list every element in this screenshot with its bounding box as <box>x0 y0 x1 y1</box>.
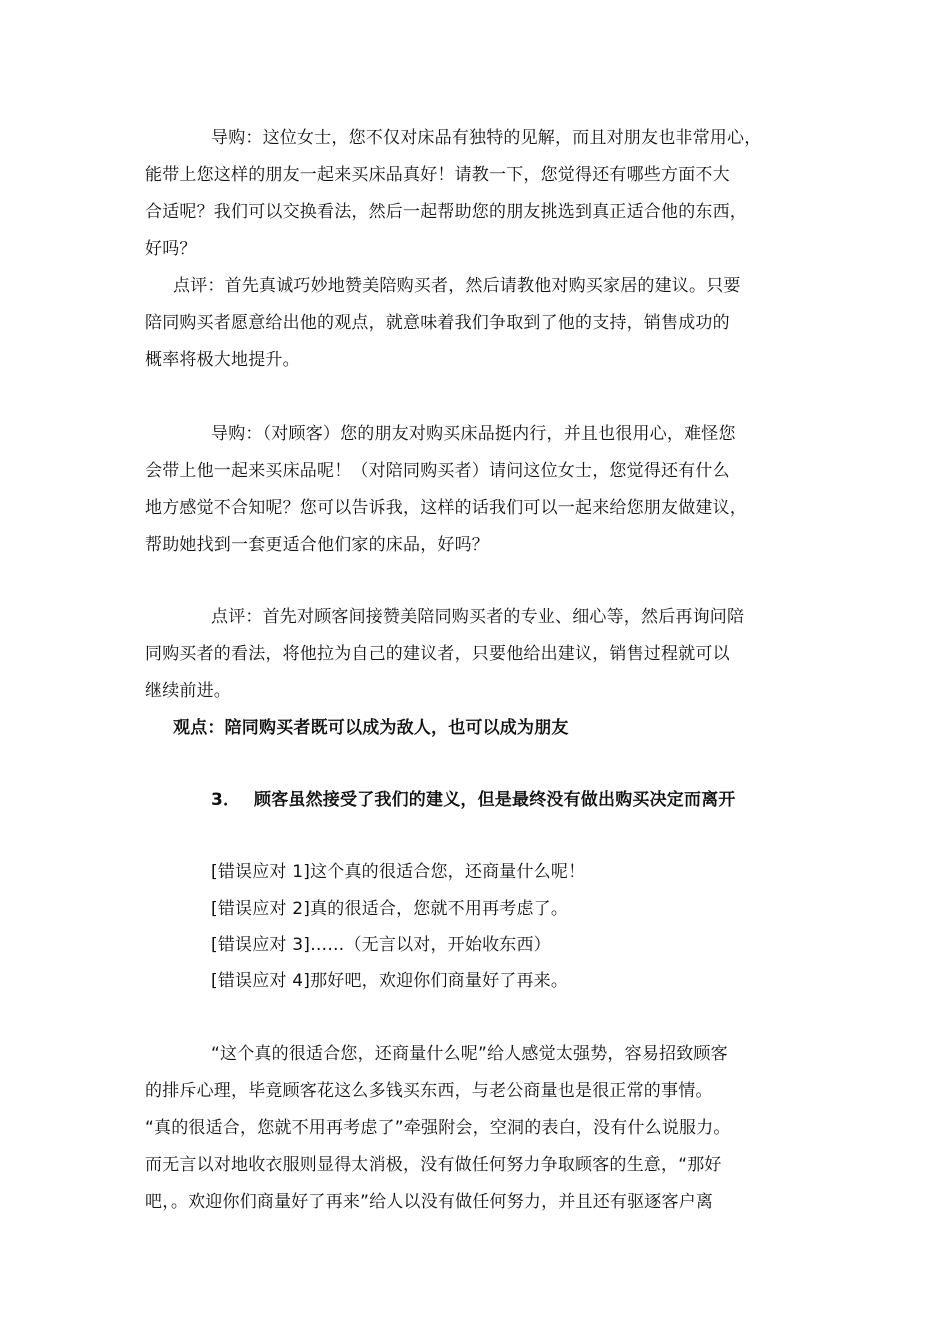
text-line: “真的很适合，您就不用再考虑了”牵强附会，空洞的表白，没有什么说服力。 <box>145 1118 731 1138</box>
text-line: 陪同购买者愿意给出他的观点，就意味着我们争取到了他的支持，销售成功的 <box>145 313 730 333</box>
text-line: “这个真的很适合您，还商量什么呢”给人感觉太强势，容易招致顾客 <box>211 1044 728 1064</box>
text-line: 合适呢？我们可以交换看法，然后一起帮助您的朋友挑选到真正适合他的东西， <box>145 202 747 222</box>
text-line: 导购：这位女士，您不仅对床品有独特的见解，而且对朋友也非常用心， <box>211 128 762 148</box>
section-title: 顾客虽然接受了我们的建义，但是最终没有做出购买决定而离开 <box>254 790 736 810</box>
text-line: 继续前进。 <box>145 681 231 701</box>
text-line: 导购：（对顾客）您的朋友对购买床品挺内行，并且也很用心，难怪您 <box>211 424 736 444</box>
text-line: 吧，。欢迎你们商量好了再来”给人以没有做任何努力，并且还有驱逐客户离 <box>145 1192 714 1212</box>
text-line: 能带上您这样的朋友一起来买床品真好！请教一下，您觉得还有哪些方面不大 <box>145 165 730 185</box>
text-line: 同购买者的看法，将他拉为自己的建议者，只要他给出建议，销售过程就可以 <box>145 644 730 664</box>
text-line: 会带上他一起来买床品呢！（对陪同购买者）请问这位女士，您觉得还有什么 <box>145 461 730 481</box>
list-item: [错误应对 4]那好吧，欢迎你们商量好了再来。 <box>211 971 569 991</box>
text-line: 概率将极大地提升。 <box>145 350 300 370</box>
text-line: 的排斥心理，毕竟顾客花这么多钱买东西，与老公商量也是很正常的事情。 <box>145 1081 713 1101</box>
text-line: 而无言以对地收衣服则显得太消极，没有做任何努力争取顾客的生意，“那好 <box>145 1155 722 1175</box>
text-line: 地方感觉不合知呢？您可以告诉我，这样的话我们可以一起来给您朋友做建议， <box>145 498 747 518</box>
text-line: 好吗？ <box>145 239 197 259</box>
section-number: 3． <box>211 790 241 810</box>
text-line: 点评：首先对顾客间接赞美陪同购买者的专业、细心等，然后再询问陪 <box>211 607 745 627</box>
viewpoint-statement: 观点：陪同购买者既可以成为敌人，也可以成为朋友 <box>173 718 569 738</box>
list-item: [错误应对 3]……（无言以对，开始收东西） <box>211 935 551 955</box>
text-line: 点评：首先真诚巧妙地赞美陪购买者，然后请教他对购买家居的建议。只要 <box>173 276 741 296</box>
text-line: 帮助她找到一套更适合他们家的床品，好吗？ <box>145 535 489 555</box>
list-item: [错误应对 1]这个真的很适合您，还商量什么呢！ <box>211 862 586 882</box>
list-item: [错误应对 2]真的很适合，您就不用再考虑了。 <box>211 899 569 919</box>
